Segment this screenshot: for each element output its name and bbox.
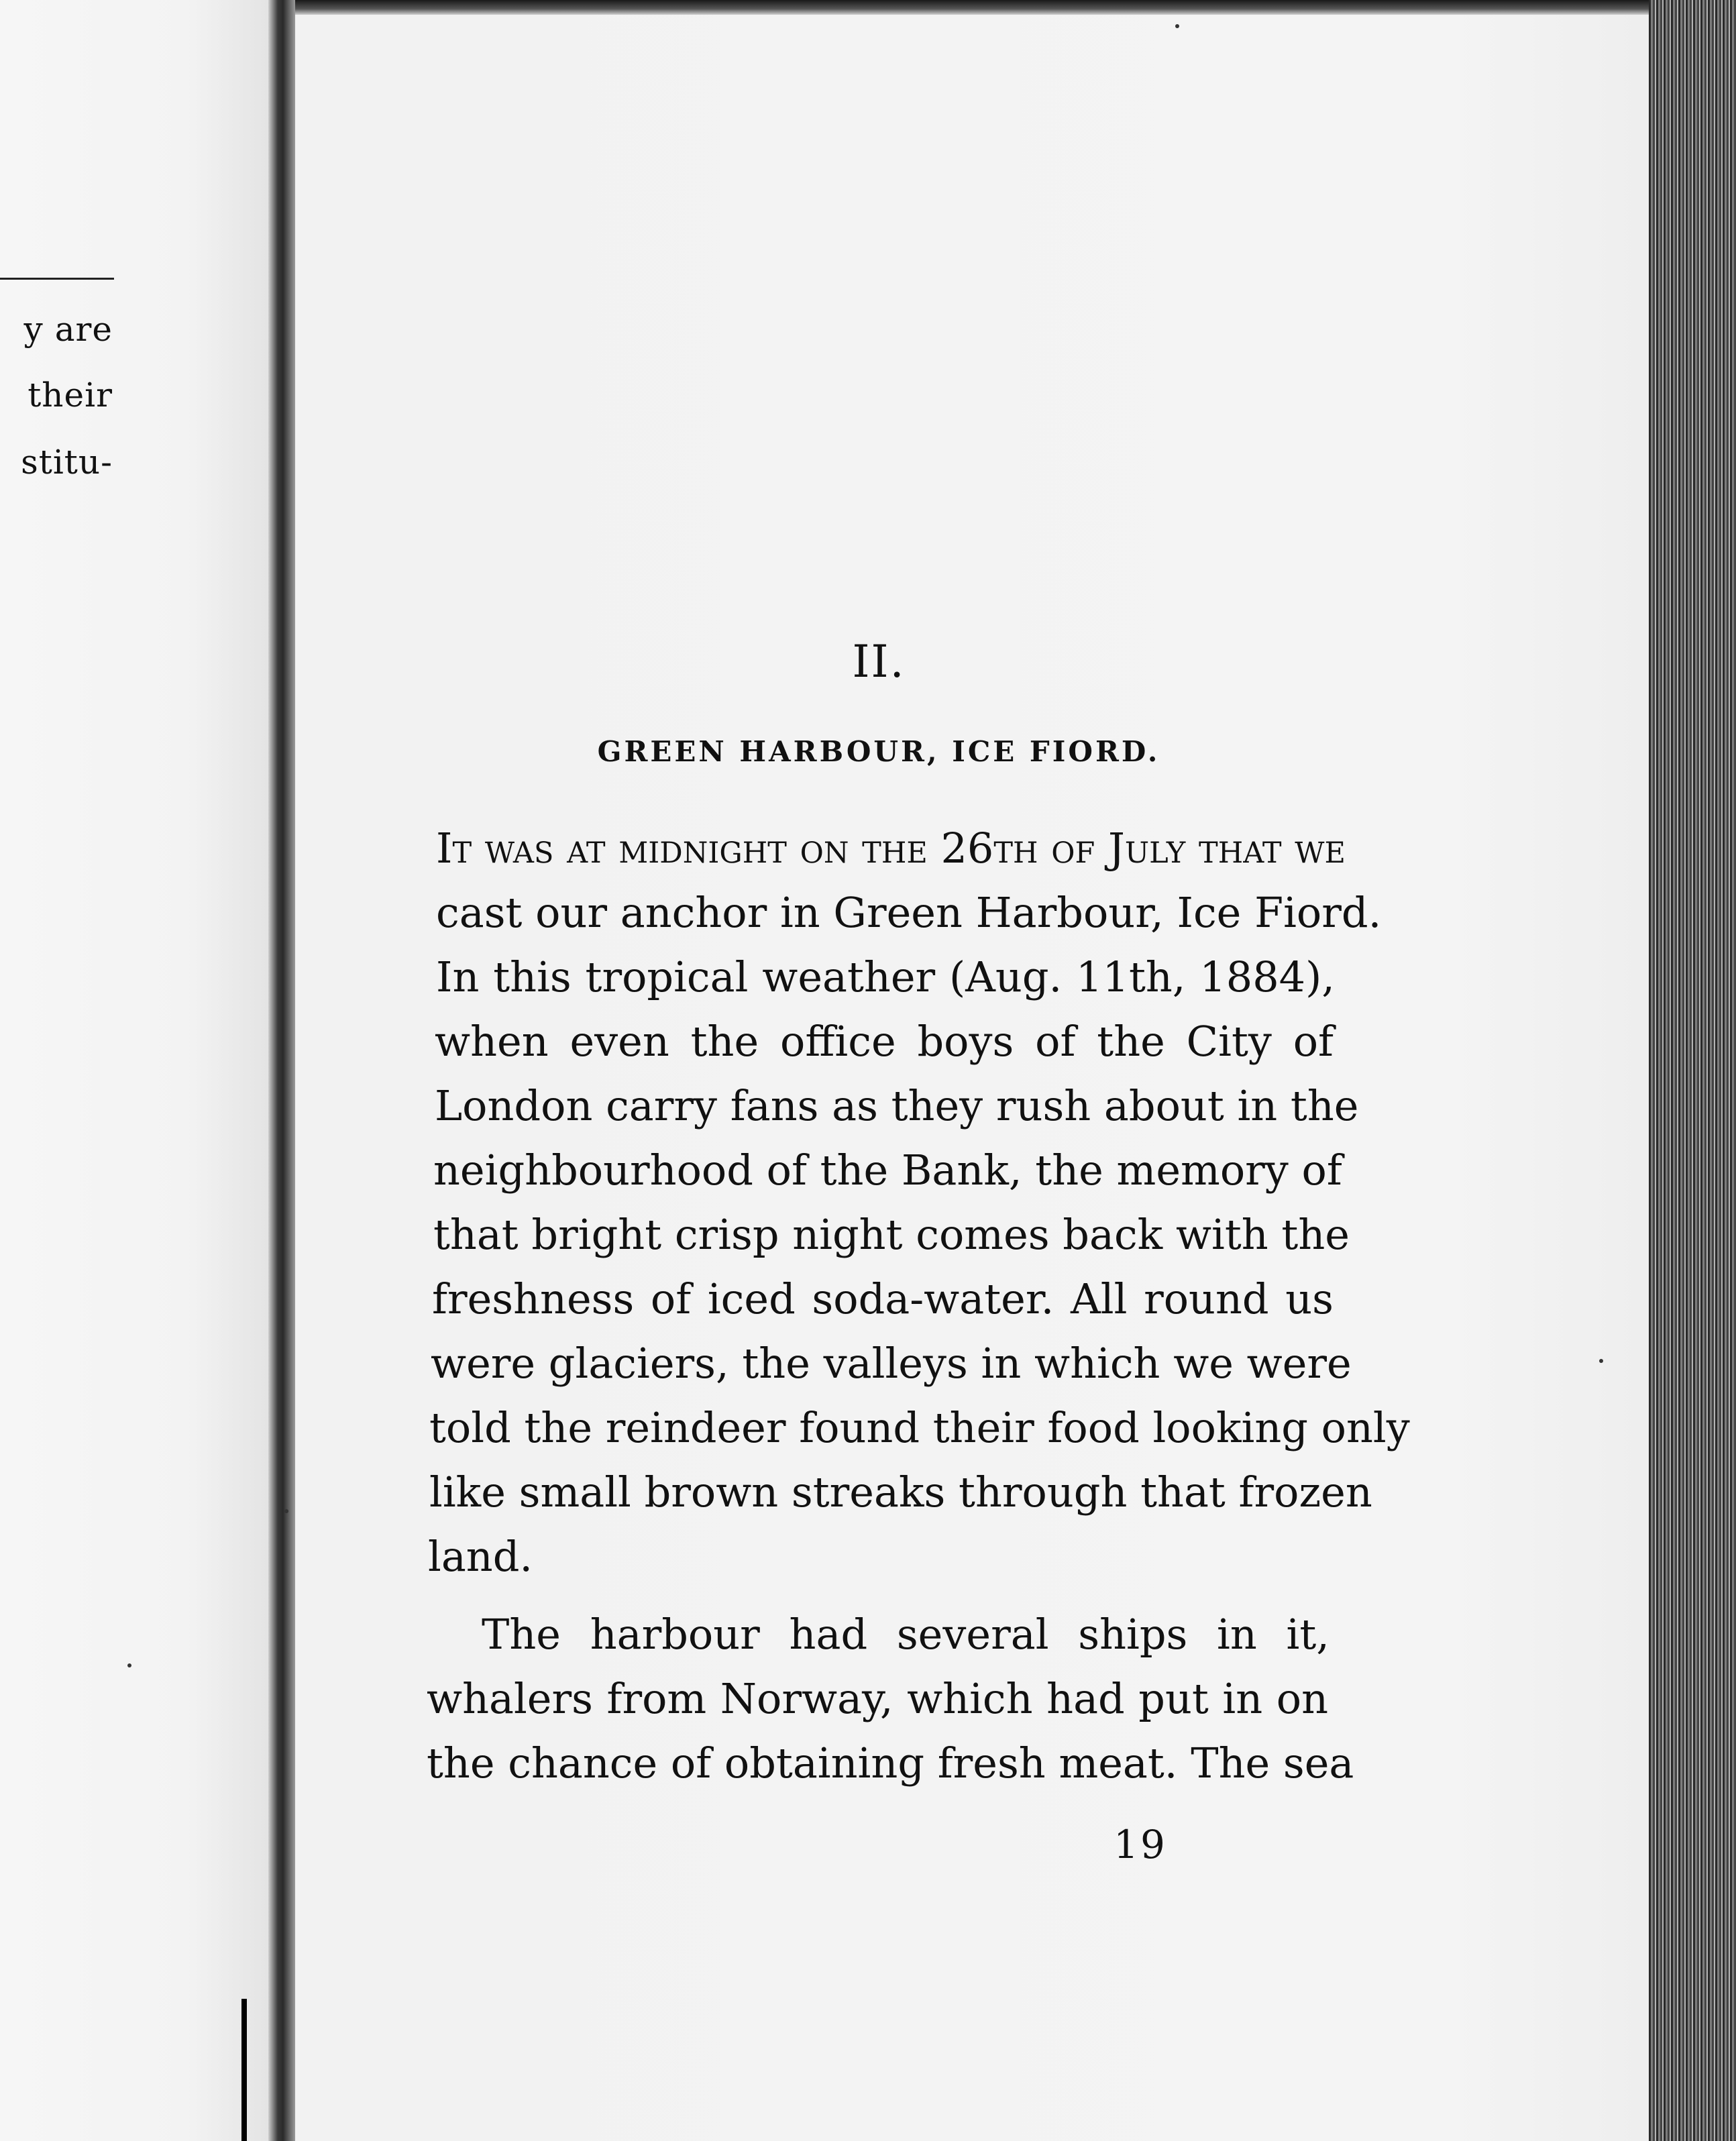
body-line: whalers from Norway, which had put in on <box>427 1674 1328 1723</box>
chapter-title: GREEN HARBOUR, ICE FIORD. <box>597 735 1160 768</box>
body-line: when even the office boys of the City of <box>435 1017 1334 1066</box>
scan-speck <box>284 1509 288 1513</box>
page-number: 19 <box>1114 1822 1167 1867</box>
page-top-edge <box>295 0 1736 15</box>
chapter-number: II. <box>852 636 906 688</box>
body-line: told the reindeer found their food looking only <box>429 1403 1410 1452</box>
body-line: like small brown streaks through that frozen <box>429 1468 1372 1517</box>
scan-speck <box>1175 24 1179 28</box>
gutter-shadow <box>241 1999 247 2141</box>
body-line: cast our anchor in Green Harbour, Ice Fiord. <box>436 888 1382 937</box>
scan-speck <box>127 1663 131 1667</box>
scan-speck <box>1599 1359 1603 1363</box>
facing-page-left <box>0 0 268 2141</box>
body-line: neighbourhood of the Bank, the memory of <box>433 1146 1342 1195</box>
left-page-line: y are <box>23 310 113 349</box>
body-line: were glaciers, the valleys in which we were <box>431 1339 1352 1388</box>
body-line: land. <box>428 1532 533 1581</box>
left-page-line: stitu- <box>21 443 113 482</box>
body-line: freshness of iced soda-water. All round us <box>432 1274 1334 1323</box>
body-line: It was at midnight on the 26th of July that we <box>436 824 1346 873</box>
body-line: the chance of obtaining fresh meat. The sea <box>427 1739 1354 1788</box>
body-line: that bright crisp night comes back with the <box>433 1210 1350 1259</box>
book-gutter <box>268 0 295 2141</box>
left-page-line: their <box>28 376 113 415</box>
body-line: In this tropical weather (Aug. 11th, 1884), <box>436 952 1335 1001</box>
body-line: London carry fans as they rush about in the <box>435 1081 1359 1130</box>
left-page-rule <box>0 278 114 280</box>
body-line: The harbour had several ships in it, <box>482 1610 1330 1659</box>
book-page-edges <box>1649 0 1736 2141</box>
